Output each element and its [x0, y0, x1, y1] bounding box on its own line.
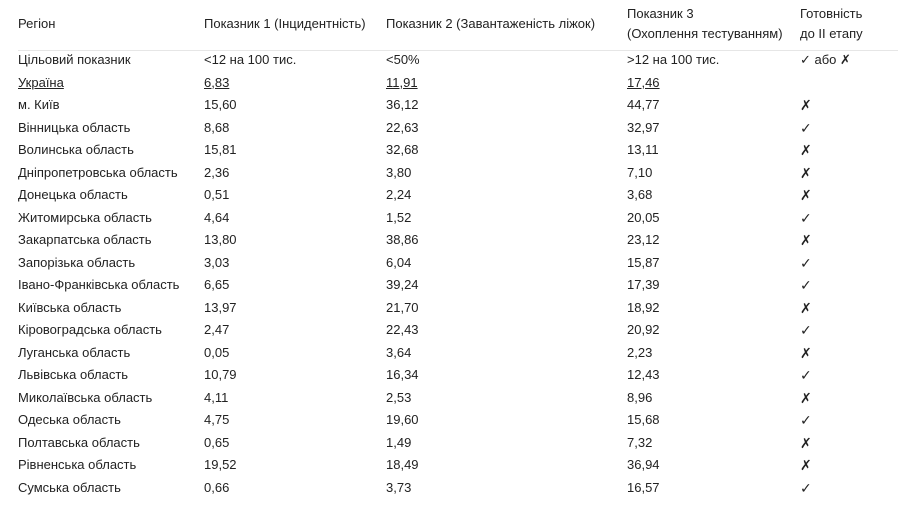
indicator-2-value: 2,53: [386, 389, 412, 405]
readiness-mark: ✓: [800, 119, 812, 136]
target-label: Цільовий показник: [18, 52, 131, 67]
indicator-1-value: 6,65: [204, 277, 230, 292]
indicator-1-value: 4,64: [204, 209, 230, 225]
region-name: м. Київ: [18, 97, 60, 112]
readiness-mark: ✗: [800, 434, 812, 451]
table-row: [18, 274, 898, 297]
target-readiness: ✓ або ✗: [800, 52, 851, 67]
indicator-3-value: 16,57: [627, 479, 660, 495]
ukraine-indicator-2: 11,91: [386, 74, 418, 90]
table-row: [18, 319, 898, 342]
region-name: Дніпропетровська область: [18, 164, 178, 180]
indicator-2-value: 3,80: [386, 164, 412, 180]
readiness-mark: ✗: [800, 142, 812, 158]
table-row: [18, 477, 898, 500]
region-name: Львівська область: [18, 367, 129, 382]
table-row: [18, 94, 898, 117]
indicator-3-value: 36,94: [627, 457, 660, 472]
header-indicator-2: Показник 2 (Завантаженість ліжок): [386, 16, 596, 31]
indicator-1-value: 4,11: [204, 389, 229, 405]
region-name: Закарпатська область: [18, 232, 152, 247]
indicator-2-value: 1,49: [386, 434, 412, 450]
region-name: Вінницька область: [18, 119, 131, 135]
indicator-2-value: 3,64: [386, 344, 412, 360]
indicator-2-value: 36,12: [386, 97, 419, 112]
region-name: Київська область: [18, 299, 122, 315]
table-row: [18, 432, 898, 455]
table-header-row: [18, 0, 898, 51]
readiness-mark: ✗: [800, 187, 812, 203]
region-name: Луганська область: [18, 344, 131, 360]
indicator-3-value: 15,68: [627, 412, 660, 427]
ukraine-indicator-3: 17,46: [627, 74, 660, 90]
target-indicator-1: <12 на 100 тис.: [204, 52, 297, 67]
indicator-3-value: 8,96: [627, 389, 653, 405]
table-row: [18, 387, 898, 410]
region-name: Рівненська область: [18, 457, 137, 472]
region-name: Одеська область: [18, 412, 121, 427]
indicator-2-value: 38,86: [386, 232, 419, 247]
indicator-1-value: 0,05: [204, 344, 230, 360]
table-row: [18, 229, 898, 252]
region-name: Миколаївська область: [18, 389, 153, 405]
indicator-3-value: 17,39: [627, 277, 660, 292]
readiness-mark: ✗: [800, 232, 812, 248]
header-region: Регіон: [18, 16, 56, 31]
table-row: [18, 162, 898, 185]
readiness-mark: ✓: [800, 412, 812, 428]
region-name: Донецька область: [18, 187, 128, 202]
indicator-3-value: 7,32: [627, 434, 653, 450]
indicator-2-value: 3,73: [386, 479, 412, 495]
indicator-1-value: 13,97: [204, 299, 237, 315]
table-row: [18, 297, 898, 320]
indicator-1-value: 0,51: [204, 187, 230, 202]
indicator-1-value: 13,80: [204, 232, 237, 247]
indicator-1-value: 2,47: [204, 322, 230, 337]
indicator-1-value: 2,36: [204, 164, 230, 180]
indicator-3-value: 20,05: [627, 209, 660, 225]
indicator-3-value: 12,43: [627, 367, 660, 382]
indicator-2-value: 6,04: [386, 254, 412, 270]
indicator-1-value: 0,66: [204, 479, 230, 495]
readiness-mark: ✗: [800, 97, 812, 113]
readiness-mark: ✗: [800, 164, 812, 181]
indicator-3-value: 13,11: [627, 142, 659, 157]
table-row: [18, 252, 898, 275]
indicator-2-value: 16,34: [386, 367, 419, 382]
indicator-2-value: 2,24: [386, 187, 412, 202]
table-row: [18, 207, 898, 230]
indicator-2-value: 1,52: [386, 209, 412, 225]
header-indicator-3: Показник 3 (Охоплення тестуванням): [627, 6, 783, 41]
target-indicator-2: <50%: [386, 52, 420, 67]
region-name: Сумська область: [18, 479, 121, 495]
readiness-mark: ✓: [800, 479, 812, 496]
indicator-2-value: 22,43: [386, 322, 419, 337]
region-name: Івано-Франківська область: [18, 277, 180, 292]
indicator-1-value: 15,81: [204, 142, 237, 157]
indicator-3-value: 44,77: [627, 97, 660, 112]
indicator-2-value: 19,60: [386, 412, 419, 427]
readiness-mark: ✓: [800, 254, 812, 271]
indicator-2-value: 22,63: [386, 119, 419, 135]
indicator-1-value: 0,65: [204, 434, 230, 450]
ukraine-indicator-1: 6,83: [204, 74, 230, 90]
indicator-3-value: 32,97: [627, 119, 660, 135]
indicator-2-value: 32,68: [386, 142, 419, 157]
readiness-mark: ✗: [800, 299, 812, 316]
indicator-1-value: 3,03: [204, 254, 230, 270]
indicator-1-value: 4,75: [204, 412, 230, 427]
indicator-1-value: 8,68: [204, 119, 230, 135]
table-row: [18, 117, 898, 140]
indicator-3-value: 23,12: [627, 232, 660, 247]
indicator-1-value: 19,52: [204, 457, 237, 472]
region-name: Полтавська область: [18, 434, 140, 450]
readiness-mark: ✗: [800, 344, 812, 361]
table-row: [18, 409, 898, 432]
readiness-mark: ✗: [800, 389, 812, 406]
indicators-table: [18, 0, 898, 499]
readiness-mark: ✓: [800, 322, 812, 338]
header-indicator-1: Показник 1 (Інцидентність): [204, 16, 366, 31]
indicator-3-value: 2,23: [627, 344, 653, 360]
table-row: [18, 184, 898, 207]
region-name: Кіровоградська область: [18, 322, 162, 337]
readiness-mark: ✓: [800, 209, 812, 226]
target-indicator-3: >12 на 100 тис.: [627, 52, 720, 67]
regions-list: [18, 94, 898, 499]
indicator-3-value: 15,87: [627, 254, 660, 270]
table-row: [18, 454, 898, 477]
indicator-1-value: 10,79: [204, 367, 237, 382]
region-name: Житомирська область: [18, 209, 152, 225]
readiness-mark: ✗: [800, 457, 812, 473]
indicator-2-value: 21,70: [386, 299, 419, 315]
indicator-3-value: 18,92: [627, 299, 660, 315]
indicator-3-value: 3,68: [627, 187, 653, 202]
ukraine-region-link[interactable]: Україна: [18, 74, 64, 90]
indicator-3-value: 20,92: [627, 322, 660, 337]
indicator-2-value: 39,24: [386, 277, 419, 292]
table-row: [18, 342, 898, 365]
table-row: [18, 364, 898, 387]
indicator-2-value: 18,49: [386, 457, 419, 472]
region-name: Запорізька область: [18, 254, 136, 270]
readiness-mark: ✓: [800, 277, 812, 293]
table-row: [18, 139, 898, 162]
target-row: [18, 49, 898, 72]
indicator-1-value: 15,60: [204, 97, 237, 112]
readiness-mark: ✓: [800, 367, 812, 383]
region-name: Волинська область: [18, 142, 134, 157]
ukraine-row: [18, 72, 898, 95]
indicator-3-value: 7,10: [627, 164, 653, 180]
header-readiness: Готовність до ІІ етапу: [800, 6, 863, 41]
